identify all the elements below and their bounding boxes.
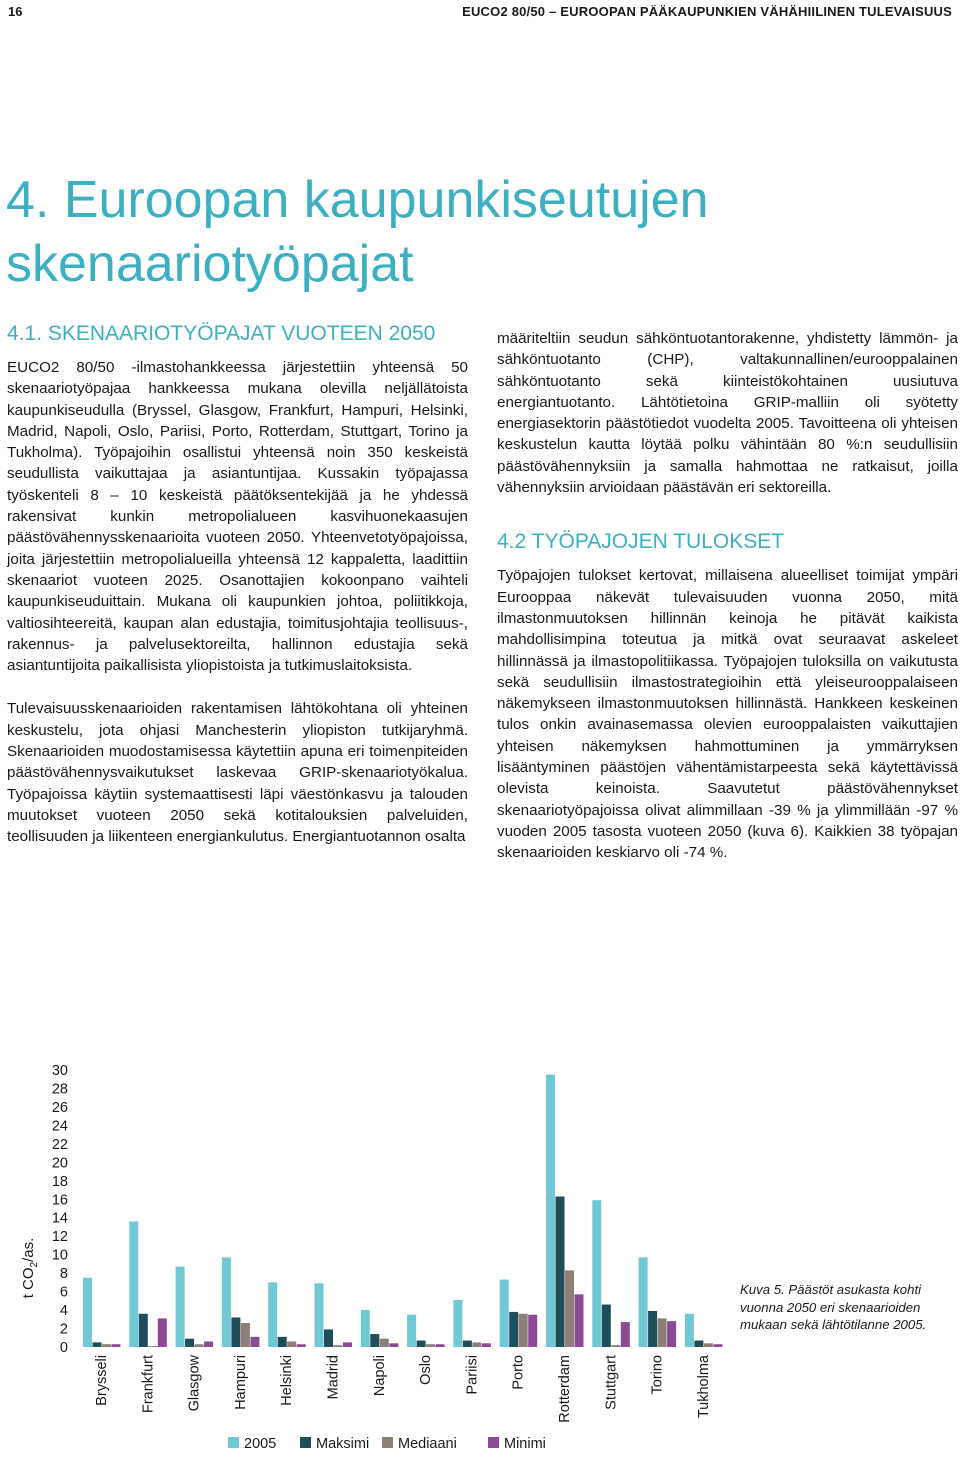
bar-Mediaani-Torino <box>658 1318 667 1347</box>
emissions-chart <box>0 1050 960 1457</box>
bar-Maksimi-Frankfurt <box>139 1314 148 1347</box>
y-tick-label: 2 <box>59 1321 68 1338</box>
bar-2005-Porto <box>500 1280 509 1347</box>
bar-Minimi-Pariisi <box>482 1343 491 1347</box>
page-number: 16 <box>8 4 23 19</box>
bar-Maksimi-Tukholma <box>694 1341 703 1347</box>
bar-2005-Tukholma <box>685 1314 694 1347</box>
paragraph: Tulevaisuusskenaarioiden rakentamisen lähtökohtana oli yhteinen keskustelu, jota ohjasi Manchesterin yliopiston tutkijaryhmä. Skenaarioiden muodostamisessa käytettiin apuna eri toimenpiteiden päästövähennysvaikutukset laskevaa GRIP-skenaariotyökalua. Työpajoissa käytiin systemaattisesti läpi väestönkasvu ja talouden muutokset vuoteen 2050 sekä kotitalouksien palveluiden, teollisuuden ja liikenteen energiankulutus. Energiantuotannon osalta <box>7 700 468 846</box>
x-tick-label: Porto <box>510 1355 527 1390</box>
bar-Minimi-Porto <box>528 1315 537 1347</box>
x-tick-label: Madrid <box>325 1355 342 1400</box>
bar-2005-Frankfurt <box>129 1221 138 1347</box>
y-tick-label: 6 <box>59 1284 68 1301</box>
y-tick-label: 14 <box>51 1210 68 1227</box>
bar-Maksimi-Helsinki <box>278 1337 287 1347</box>
x-tick-label: Stuttgart <box>603 1355 620 1410</box>
bar-Minimi-Helsinki <box>297 1344 306 1347</box>
bar-Maksimi-Torino <box>648 1311 657 1347</box>
x-tick-label: Napoli <box>371 1355 388 1397</box>
legend-label: Minimi <box>504 1436 546 1452</box>
y-axis-label: t $CO_2/as$. <box>20 1237 40 1299</box>
x-tick-label: Torino <box>649 1355 666 1395</box>
bar-Maksimi-Pariisi <box>463 1341 472 1347</box>
bar-Mediaani-Stuttgart <box>611 1345 620 1347</box>
bar-Mediaani-Hampuri <box>241 1323 250 1347</box>
section-heading-4-1: 4.1. SKENAARIOTYÖPAJAT VUOTEEN 2050 <box>7 322 436 345</box>
y-tick-label: 24 <box>51 1118 68 1135</box>
y-tick-label: 8 <box>59 1266 68 1283</box>
section-heading-4-2: 4.2 TYÖPAJOJEN TULOKSET <box>497 530 785 554</box>
y-tick-label: 28 <box>51 1081 68 1098</box>
bar-Maksimi-Hampuri <box>231 1317 240 1347</box>
bar-Mediaani-Rotterdam <box>565 1270 574 1347</box>
bar-Minimi-Rotterdam <box>575 1294 584 1347</box>
bar-2005-Glasgow <box>176 1267 185 1347</box>
x-tick-label: Brysseli <box>94 1355 110 1406</box>
figure-caption: Kuva 5. Päästöt asukasta kohti vuonna 2050 eri skenaarioiden mukaan sekä lähtötilanne 2005. <box>740 1282 927 1332</box>
bar-Mediaani-Frankfurt <box>148 1346 157 1347</box>
y-tick-label: 20 <box>51 1155 68 1172</box>
bar-Maksimi-Brysseli <box>93 1342 102 1347</box>
chart-svg <box>0 1050 960 1457</box>
paragraph: Työpajojen tulokset kertovat, millaisena alueelliset toimijat ympäri Eurooppaa näkevät tulevaisuuden vuonna 2050, mitä ilmastonmuutoksen hillinnän keinoja he pitävät kaikista mahdollisimpina toteutua ja mitkä ovat seuraavat askeleet hillinnässä ja ilmastopolitiikassa. Työpajojen tuloksilla on vaikutusta sekä seudullisiin ilmastostrategioihin että yleiseurooppalaiseen näkemykseen ilmastonmuutoksen hillinnästä. Hankkeen keskeinen tulos onkin avainasemassa olevien eurooppalaisten vaikuttajien yhteisen näkemyksen hahmottuminen ja ymmärryksen lisääntyminen päästöjen vähentämistarpeesta sekä käytettävissä olevista keinoista. Saavutetut päästövähennykset skenaariotyöpajoissa olivat alimmillaan -39 % ja ylimmillään -97 % vuoden 2005 tasosta vuoteen 2050 (kuva 6). Kaikkien 38 työpajan skenaarioiden keskiarvo oli -74 %. <box>497 567 958 862</box>
x-tick-label: Rotterdam <box>557 1355 573 1423</box>
legend-swatch <box>488 1437 499 1448</box>
bar-2005-Rotterdam <box>546 1075 555 1347</box>
bar-Minimi-Glasgow <box>204 1341 213 1347</box>
bar-2005-Pariisi <box>453 1300 462 1347</box>
bar-2005-Hampuri <box>222 1257 231 1347</box>
bar-Mediaani-Pariisi <box>472 1342 481 1347</box>
chapter-title <box>6 168 906 296</box>
bar-2005-Madrid <box>315 1283 324 1347</box>
bar-Mediaani-Brysseli <box>102 1344 111 1347</box>
bar-Minimi-Madrid <box>343 1342 352 1347</box>
y-tick-label: 10 <box>51 1247 68 1264</box>
legend-swatch <box>228 1437 239 1448</box>
bar-Minimi-Oslo <box>436 1344 445 1347</box>
bar-Maksimi-Glasgow <box>185 1339 194 1347</box>
paragraph: EUCO2 80/50 -ilmastohankkeessa järjestettiin yhteensä 50 skenaariotyöpajaa hankkeessa mukana olevilla neljällätoista kaupunkiseudulla (Bryssel, Glasgow, Frankfurt, Hampuri, Helsinki, Madrid, Napoli, Oslo, Pariisi, Porto, Rotterdam, Stuttgart, Torino ja Tukholma). Työpajoihin osallistui yhteensä noin 350 keskeistä seudullista vaikuttajaa ja asiantuntijaa. Kussakin työpajassa työskenteli 8 – 10 keskeistä päätöksentekijää ja he yhdessä rakensivat kunkin metropolialueen kasvihuonekaasujen päästövähennysskenaarioita vuoteen 2050. Yhteenvetotyöpajoissa, joita järjestettiin metropolialueilla yhteensä 12 kappaletta, laadittiin skenaariot vuoteen 2025. Osanottajien kokoonpano vaihteli kaupunkiseuduittain. Mukana oli kaupunkien johtoa, poliitikkoja, valtiosihteereitä, kaupan alan edustajia, toimitusjohtajia teollisuus-, rakennus- ja palvelusektoreilta, hallinnon edustajia sekä asiantuntijoita paikallisista yliopistoista ja tutkimuslaitoksista. <box>7 359 468 675</box>
bar-2005-Brysseli <box>83 1278 92 1347</box>
x-tick-label: Hampuri <box>232 1355 249 1410</box>
left-column <box>7 320 468 848</box>
legend-swatch <box>300 1437 311 1448</box>
bar-Minimi-Frankfurt <box>158 1318 167 1347</box>
legend-swatch <box>382 1437 393 1448</box>
x-tick-label: Frankfurt <box>140 1355 157 1414</box>
legend-label: Maksimi <box>316 1436 370 1452</box>
running-title: EUCO2 80/50 – EUROOPAN PÄÄKAUPUNKIEN VÄHÄHIILINEN TULEVAISUUS <box>462 4 952 19</box>
bar-Minimi-Brysseli <box>112 1344 121 1347</box>
bar-Maksimi-Madrid <box>324 1329 333 1347</box>
bar-Mediaani-Helsinki <box>287 1341 296 1347</box>
bar-Minimi-Napoli <box>389 1343 398 1347</box>
chapter-title-line-2: skenaariotyöpajat <box>6 235 414 293</box>
bar-Maksimi-Oslo <box>417 1341 426 1347</box>
bar-Mediaani-Porto <box>519 1314 528 1347</box>
bar-2005-Oslo <box>407 1315 416 1347</box>
bar-2005-Napoli <box>361 1310 370 1347</box>
bar-Mediaani-Tukholma <box>704 1343 713 1347</box>
legend-label: 2005 <box>244 1436 277 1452</box>
y-tick-label: 16 <box>51 1192 68 1209</box>
bar-Minimi-Torino <box>667 1321 676 1347</box>
bar-2005-Helsinki <box>268 1282 277 1347</box>
bar-Maksimi-Porto <box>509 1312 518 1347</box>
bar-2005-Torino <box>639 1257 648 1347</box>
bar-Mediaani-Glasgow <box>195 1344 204 1347</box>
x-tick-label: Oslo <box>418 1355 435 1385</box>
bar-Minimi-Hampuri <box>250 1337 259 1347</box>
y-tick-label: 0 <box>59 1340 68 1356</box>
chapter-title-line-1: 4. Euroopan kaupunkiseutujen <box>6 171 709 229</box>
paragraph: määriteltiin seudun sähköntuotantorakenne, yhdistetty lämmön- ja sähköntuotanto (CHP), valtakunnallinen/eurooppalainen sähköntuotanto sekä kiinteistökohtainen uusiutuva energiantuotanto. Lähtötietoina GRIP-malliin oli syötetty energiasektorin päästötiedot vuodelta 2005. Tavoitteena oli yhteisen keskustelun kautta löytää polku vähintään 80 %:n seudullisiin päästövähennyksiin ja samalla hahmottaa ne ratkaisut, joilla vähennyksiin arvioidaan päästävän eri sektoreilla. <box>497 330 958 497</box>
x-tick-label: Pariisi <box>464 1355 481 1395</box>
bar-Minimi-Tukholma <box>713 1344 722 1347</box>
bar-2005-Stuttgart <box>592 1200 601 1347</box>
y-tick-label: 18 <box>51 1173 68 1190</box>
y-tick-label: 12 <box>51 1229 68 1246</box>
bar-Mediaani-Oslo <box>426 1344 435 1347</box>
x-tick-label: Helsinki <box>279 1355 296 1406</box>
y-tick-label: 30 <box>51 1063 68 1079</box>
bar-Mediaani-Madrid <box>334 1345 343 1347</box>
bar-Maksimi-Rotterdam <box>556 1196 565 1347</box>
bar-Minimi-Stuttgart <box>621 1322 630 1347</box>
x-tick-label: Glasgow <box>186 1355 203 1412</box>
x-tick-label: Tukholma <box>695 1355 712 1419</box>
y-tick-label: 26 <box>51 1099 68 1116</box>
legend-label: Mediaani <box>398 1436 457 1452</box>
y-tick-label: 4 <box>59 1303 68 1320</box>
right-column <box>497 328 958 864</box>
y-tick-label: 22 <box>51 1136 68 1153</box>
bar-Maksimi-Napoli <box>370 1334 379 1347</box>
bar-Maksimi-Stuttgart <box>602 1305 611 1347</box>
bar-Mediaani-Napoli <box>380 1339 389 1347</box>
